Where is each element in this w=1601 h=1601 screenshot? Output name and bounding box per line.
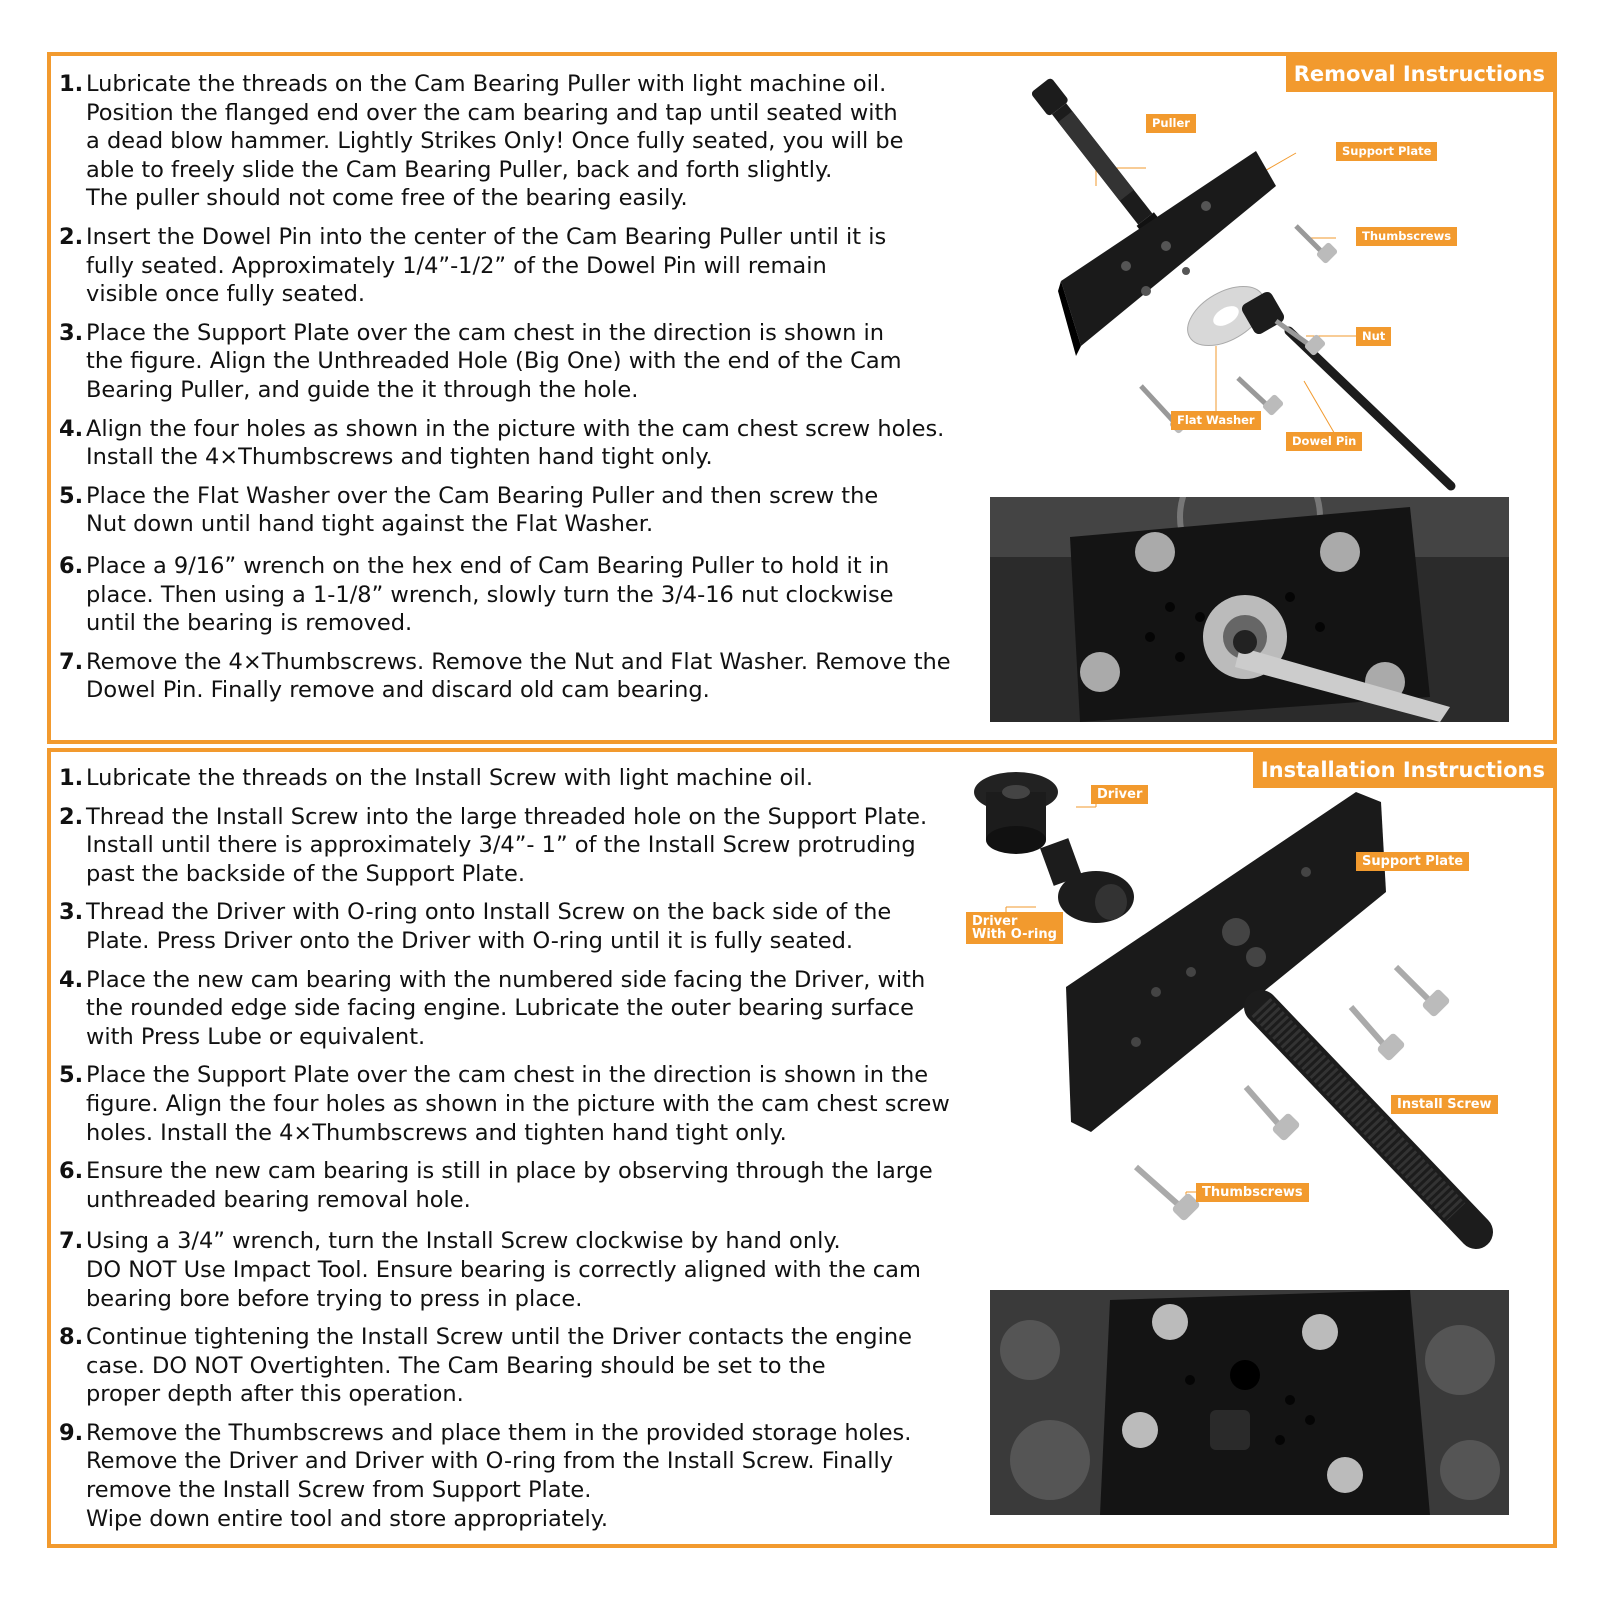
list-item bbox=[59, 415, 1024, 472]
step-text: Thread the Install Screw into the large threaded hole on the Support Plate. Install until there is approximately 3/4”- 1” of the Install Screw protruding past the backside of the Support Plate. bbox=[86, 803, 928, 887]
step-number: 8. bbox=[59, 1324, 84, 1351]
step-number: 4. bbox=[59, 966, 84, 993]
puller-icon bbox=[1030, 77, 1171, 247]
list-item bbox=[59, 1227, 1024, 1313]
removal-steps-list bbox=[59, 70, 1024, 705]
list-item bbox=[59, 552, 1024, 638]
step-text: Lubricate the threads on the Cam Bearing Puller with light machine oil. Position the flanged end over the cam bearing and tap until seated with a dead blow hammer. Lightly Strikes Only! Once fully seated, you will be able to freely slide the Cam Bearing Puller, back and forth slightly. The puller should not come free of the bearing easily. bbox=[86, 71, 904, 212]
step-text: Place the new cam bearing with the numbered side facing the Driver, with the rounded edge side facing engine. Lubricate the outer bearing surface with Press Lube or equivalent. bbox=[86, 966, 926, 1050]
step-number: 3. bbox=[59, 899, 84, 926]
step-text: Align the four holes as shown in the picture with the cam chest screw holes. Install the 4×Thumbscrews and tighten hand tight only. bbox=[86, 415, 945, 471]
step-number: 7. bbox=[59, 1228, 84, 1255]
list-item bbox=[59, 319, 1024, 405]
list-item bbox=[59, 1061, 1024, 1147]
installation-exploded-diagram bbox=[956, 772, 1546, 1292]
installation-panel bbox=[47, 748, 1557, 1548]
removal-panel bbox=[47, 52, 1557, 744]
list-item bbox=[59, 648, 1024, 705]
driver-icon bbox=[974, 772, 1058, 854]
label-nut: Nut bbox=[1356, 327, 1391, 346]
label-install-screw: Install Screw bbox=[1391, 1095, 1498, 1114]
label-driver: Driver bbox=[1091, 785, 1148, 804]
list-item bbox=[59, 966, 1024, 1052]
step-number: 1. bbox=[59, 765, 84, 791]
label-thumbscrews: Thumbscrews bbox=[1196, 1183, 1309, 1202]
step-text: Ensure the new cam bearing is still in place by observing through the large unthreaded bearing removal hole. bbox=[86, 1158, 933, 1213]
step-text: Place the Flat Washer over the Cam Bearing Puller and then screw the Nut down until hand tight against the Flat Washer. bbox=[86, 482, 879, 538]
list-item bbox=[59, 70, 1024, 213]
step-number: 9. bbox=[59, 1419, 84, 1446]
step-number: 2. bbox=[59, 223, 84, 250]
step-text: Using a 3/4” wrench, turn the Install Screw clockwise by hand only. DO NOT Use Impact Tool. Ensure bearing is correctly aligned with the cam bearing bore before trying to press in place. bbox=[86, 1228, 921, 1312]
step-text: Remove the 4×Thumbscrews. Remove the Nut and Flat Washer. Remove the Dowel Pin. Finally remove and discard old cam bearing. bbox=[86, 648, 951, 704]
thumbscrew-icon bbox=[1276, 321, 1326, 356]
step-text: Place the Support Plate over the cam chest in the direction is shown in the figure. Align the Unthreaded Hole (Big One) with the end of the Cam Bearing Puller, and guide the it through the hole. bbox=[86, 319, 902, 403]
list-item bbox=[59, 223, 1024, 309]
step-number: 4. bbox=[59, 415, 84, 442]
step-text: Insert the Dowel Pin into the center of the Cam Bearing Puller until it is fully seated. Approximately 1/4”-1/2” of the Dowel Pin will remain visible once fully seated. bbox=[86, 223, 887, 308]
list-item bbox=[59, 482, 1024, 539]
step-text: Place a 9/16” wrench on the hex end of Cam Bearing Puller to hold it in place. Then using a 1-1/8” wrench, slowly turn the 3/4-16 nut clockwise until the bearing is removed. bbox=[86, 552, 894, 637]
step-number: 7. bbox=[59, 648, 84, 675]
label-puller: Puller bbox=[1146, 114, 1196, 133]
step-number: 3. bbox=[59, 319, 84, 346]
removal-photo bbox=[990, 497, 1509, 722]
step-text: Continue tightening the Install Screw until the Driver contacts the engine case. DO NOT Overtighten. The Cam Bearing should be set to the proper depth after this operation. bbox=[86, 1324, 912, 1408]
label-thumbscrews: Thumbscrews bbox=[1356, 227, 1457, 246]
label-driver-oring: Driver With O-ring bbox=[966, 912, 1063, 944]
step-number: 5. bbox=[59, 1062, 84, 1089]
thumbscrew-icon bbox=[1351, 1007, 1406, 1062]
list-item bbox=[59, 1323, 1024, 1409]
label-dowel-pin: Dowel Pin bbox=[1286, 432, 1362, 451]
thumbscrew-icon bbox=[1296, 226, 1338, 264]
step-text: Remove the Thumbscrews and place them in the provided storage holes. Remove the Driver and Driver with O-ring from the Install Screw. Finally remove the Install Screw from Support Plate. Wipe down entire tool and store appropriately. bbox=[86, 1419, 912, 1532]
step-text: Thread the Driver with O-ring onto Install Screw on the back side of the Plate. Press Driver onto the Driver with O-ring until it is fully seated. bbox=[86, 899, 892, 954]
label-support-plate: Support Plate bbox=[1336, 142, 1437, 161]
driver-oring-icon bbox=[1040, 838, 1134, 923]
installation-photo bbox=[990, 1290, 1509, 1515]
step-number: 1. bbox=[59, 71, 84, 97]
installation-steps-list bbox=[59, 764, 1024, 1533]
list-item bbox=[59, 803, 1024, 889]
list-item bbox=[59, 898, 1024, 955]
step-text: Lubricate the threads on the Install Screw with light machine oil. bbox=[86, 765, 813, 791]
thumbscrew-icon bbox=[1136, 1167, 1201, 1222]
label-support-plate: Support Plate bbox=[1356, 852, 1469, 871]
list-item bbox=[59, 1157, 1024, 1214]
step-number: 6. bbox=[59, 1158, 84, 1185]
label-flat-washer: Flat Washer bbox=[1171, 411, 1261, 430]
step-text: Place the Support Plate over the cam chest in the direction is shown in the figure. Align the four holes as shown in the picture with the cam chest screw holes. Install the 4×Thumbscrews and tighten hand tight only. bbox=[86, 1062, 950, 1146]
removal-title: Removal Instructions bbox=[1286, 56, 1553, 92]
step-number: 5. bbox=[59, 482, 84, 509]
step-number: 2. bbox=[59, 803, 84, 830]
list-item bbox=[59, 1419, 1024, 1533]
list-item bbox=[59, 764, 1024, 793]
thumbscrew-icon bbox=[1246, 1087, 1301, 1142]
thumbscrew-icon bbox=[1396, 967, 1451, 1018]
removal-exploded-diagram bbox=[1006, 56, 1546, 496]
step-number: 6. bbox=[59, 552, 84, 579]
installation-title: Installation Instructions bbox=[1253, 752, 1553, 788]
